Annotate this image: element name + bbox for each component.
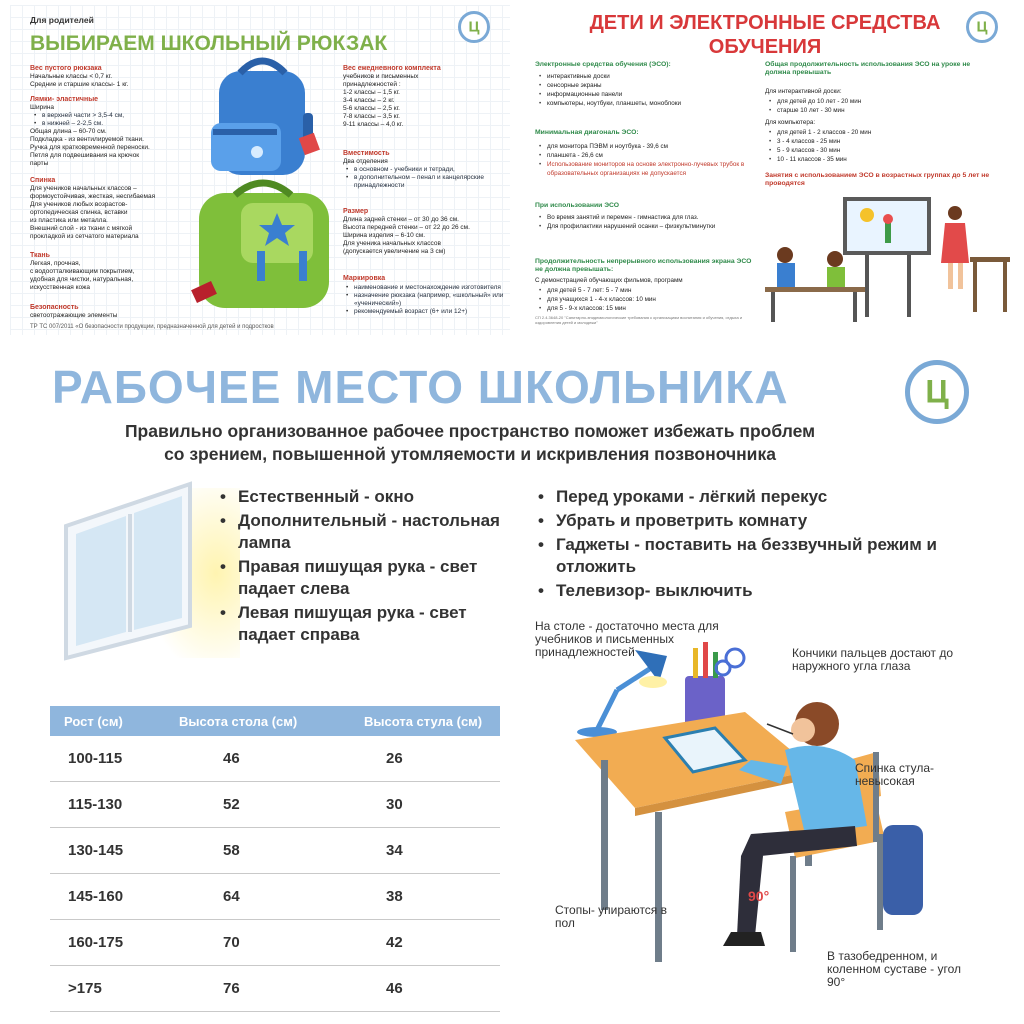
- cell: 30: [350, 782, 500, 828]
- continuous-list: [538, 286, 753, 313]
- list-item: • Дополнительный - настольная лампа: [218, 510, 518, 554]
- backpack-panel: [10, 5, 510, 335]
- subtitle-line-1: Правильно организованное рабочее пространство поможет избежать проблем: [124, 421, 816, 441]
- list-item: • интерактивные доски: [538, 72, 753, 81]
- capacity-text: Два отделения: [343, 158, 388, 165]
- devices-list: [538, 72, 753, 108]
- backpack-title: ВЫБИРАЕМ ШКОЛЬНЫЙ РЮКЗАК: [30, 32, 388, 55]
- total-head: Общая продолжительность использования ЭСО на уроке не должна превышать: [765, 61, 971, 76]
- backpack-illustration: [185, 53, 345, 333]
- list-item: • Телевизор- выключить: [536, 580, 1006, 602]
- list-item: • 3 - 4 классов - 25 мин: [768, 137, 968, 146]
- capacity-head: Вместимость: [343, 150, 390, 157]
- blue-backpack-icon: [211, 61, 320, 175]
- subtitle-line-2: со зрением, повышенной утомляемости и искривления позвоночника: [164, 444, 776, 464]
- continuous-head: Продолжительность непрерывного использования экрана ЭСО не должна превышать:: [535, 258, 752, 273]
- empty-weight-head: Вес пустого рюкзака: [30, 65, 102, 72]
- cell: 145-160: [50, 874, 165, 920]
- eso-title: ДЕТИ И ЭЛЕКТРОННЫЕ СРЕДСТВА ОБУЧЕНИЯ: [589, 12, 941, 58]
- list-item: • старше 10 лет - 30 мин: [768, 106, 968, 115]
- cell: 58: [165, 828, 350, 874]
- list-item: • для учащихся 1 - 4-х классов: 10 мин: [538, 295, 753, 304]
- marking-list: [346, 284, 506, 316]
- window-illustration: [40, 478, 240, 668]
- list-item: • в нижней – 2-2,5 см.: [34, 120, 204, 128]
- cell: 46: [165, 736, 350, 782]
- cell: 100-115: [50, 736, 165, 782]
- logo-icon: Ц: [905, 360, 969, 424]
- cell: 52: [165, 782, 350, 828]
- students-icon: [765, 247, 865, 322]
- workspace-subtitle: [40, 420, 900, 466]
- straps-head: Лямки- эластичные: [30, 96, 99, 103]
- daily-weight-text: учебников и письменных принадлежностей : 1-2 классы – 1,5 кг. 3-4 классы – 2 кг. 5-6 классы – 2,5 кг. 7-8 классы – 3,5 кг. 9-11 классы – 4,0 кг.: [343, 73, 419, 128]
- logo-icon: Ц: [458, 11, 490, 43]
- lighting-list: [218, 486, 518, 648]
- backpack-footer: ТР ТС 007/2011 «О безопасности продукции, предназначенной для детей и подростков: [30, 324, 274, 330]
- back-text: Для учеников начальных классов – формоустойчивая, жесткая, несгибаемая Для учеников любых возрастов- ортопедическая спинка, вставки из пластика или металла. Внешний слой - из ткани с мягкой прокладкой из сетчатого материала: [30, 185, 156, 240]
- list-item-warning: • Использование мониторов на основе электронно-лучевых трубок в образовательных организациях не допускается: [538, 160, 753, 178]
- cell: >175: [50, 966, 165, 1012]
- list-item: • Правая пишущая рука - свет падает слева: [218, 556, 518, 600]
- list-item: • рекомендуемый возраст (6+ или 12+): [346, 308, 506, 316]
- cell: 46: [350, 966, 500, 1012]
- list-item: • наименование и местонахождение изготовителя: [346, 284, 506, 292]
- table-row: [50, 782, 500, 828]
- list-item: • 10 - 11 классов - 35 мин: [768, 155, 968, 164]
- list-item: • для детей 5 - 7 лет: 5 - 7 мин: [538, 286, 753, 295]
- list-item: • Во время занятий и перемен - гимнастика для глаз.: [538, 213, 758, 222]
- backpack-icon: [883, 825, 923, 915]
- annotation-back: Спинка стула- невысокая: [855, 761, 935, 788]
- list-item: • Для профилактики нарушений осанки – физкультминутки: [538, 222, 758, 231]
- annotation-fingers: Кончики пальцев достают до наружного угла глаза: [792, 646, 954, 673]
- list-item: • в дополнительном – пенал и канцелярские принадлежности: [346, 174, 501, 190]
- list-item: • Перед уроками - лёгкий перекус: [536, 486, 1006, 508]
- straps-list: [34, 112, 204, 128]
- cell: 42: [350, 920, 500, 966]
- annotation-desk: На столе - достаточно места для учебников и письменных принадлежностей: [535, 619, 719, 659]
- table-row: [50, 920, 500, 966]
- cell: 38: [350, 874, 500, 920]
- table-header-row: [50, 706, 500, 736]
- annotation-angle: В тазобедренном, и коленном суставе - угол 90°: [827, 949, 961, 989]
- board-list: [768, 97, 968, 115]
- fabric-text: Легкая, прочная, с водоотталкивающим покрытием, удобная для чистки, натуральная, искусственная кожа: [30, 260, 135, 291]
- use-list: [538, 213, 758, 231]
- list-item: • Гаджеты - поставить на беззвучный режим и отложить: [536, 534, 1006, 578]
- list-item: • планшета - 26,6 см: [538, 151, 753, 160]
- green-backpack-icon: [191, 183, 329, 308]
- column-header: Высота стула (см): [350, 706, 500, 736]
- classroom-illustration: [765, 193, 1015, 333]
- use-head: При использовании ЭСО: [535, 202, 620, 209]
- cell: 70: [165, 920, 350, 966]
- cell: 130-145: [50, 828, 165, 874]
- empty-weight-text: Начальные классы < 0,7 кг. Средние и старшие классы- 1 кг.: [30, 73, 129, 88]
- cell: 160-175: [50, 920, 165, 966]
- furniture-height-table: [50, 706, 500, 1012]
- eso-panel: [520, 5, 1020, 335]
- list-item: • сенсорные экраны: [538, 81, 753, 90]
- cell: 76: [165, 966, 350, 1012]
- column-header: Высота стола (см): [165, 706, 350, 736]
- list-item: • компьютеры, ноутбуки, планшеты, моноблоки: [538, 99, 753, 108]
- devices-head: Электронные средства обучения (ЭСО):: [535, 61, 671, 68]
- straps-more: Общая длина – 60-70 см. Подкладка - из вентилируемой ткани. Ручка для кратковременной переноски. Петля для подвешивания на крючок парты: [30, 128, 150, 167]
- tips-list: [536, 486, 1006, 604]
- list-item: • для 5 - 9-х классов: 15 мин: [538, 304, 753, 313]
- table-row: [50, 966, 500, 1012]
- age-note: Занятия с использованием ЭСО в возрастных группах до 5 лет не проводятся: [765, 172, 990, 187]
- angle-label: 90°: [748, 888, 770, 904]
- straps-width: Ширина: [30, 104, 55, 111]
- list-item: • для монитора ПЭВМ и ноутбука - 39,6 см: [538, 142, 753, 151]
- pc-label: Для компьютера:: [765, 119, 816, 126]
- pc-list: [768, 128, 968, 164]
- list-item: • Естественный - окно: [218, 486, 518, 508]
- list-item: • в верхней части > 3,5-4 см,: [34, 112, 204, 120]
- cell: 64: [165, 874, 350, 920]
- marking-head: Маркировка: [343, 275, 386, 282]
- capacity-list: [346, 166, 501, 190]
- daily-weight-head: Вес ежедневного комплекта: [343, 65, 441, 72]
- logo-icon: Ц: [966, 11, 998, 43]
- annotation-feet: Стопы- упираются в пол: [555, 903, 668, 930]
- fabric-head: Ткань: [30, 252, 50, 259]
- size-text: Длина задней стенки – от 30 до 36 см. Высота передней стенки – от 22 до 26 см. Ширина изделия – 6-10 см. Для ученика начальных классов (допускается увеличение на 3 см): [343, 216, 470, 255]
- cell: 115-130: [50, 782, 165, 828]
- teacher-icon: [941, 206, 969, 289]
- list-item: • в основном - учебники и тетради,: [346, 166, 501, 174]
- column-header: Рост (см): [50, 706, 165, 736]
- parents-tag: Для родителей: [30, 15, 94, 25]
- footnote: СП 2.4.3648-20 "Санитарно-эпидемиологические требования к организациям воспитания и обучения, отдыха и оздоровления детей и молодежи": [535, 315, 743, 325]
- diag-list: [538, 142, 753, 178]
- workspace-title: РАБОЧЕЕ МЕСТО ШКОЛЬНИКА: [52, 361, 789, 413]
- list-item: • Левая пишущая рука - свет падает справа: [218, 602, 518, 646]
- back-head: Спинка: [30, 177, 56, 184]
- cell: 26: [350, 736, 500, 782]
- size-head: Размер: [343, 208, 369, 215]
- table-row: [50, 736, 500, 782]
- list-item: • Убрать и проветрить комнату: [536, 510, 1006, 532]
- diag-head: Минимальная диагональ ЭСО:: [535, 129, 639, 136]
- continuous-intro: С демонстрацией обучающих фильмов, программ: [535, 277, 683, 284]
- list-item: • 5 - 9 классов - 30 мин: [768, 146, 968, 155]
- safety-head: Безопасность: [30, 304, 79, 311]
- list-item: • для детей 1 - 2 классов - 20 мин: [768, 128, 968, 137]
- desk-lamp-icon: [577, 650, 667, 737]
- table-row: [50, 874, 500, 920]
- cell: 34: [350, 828, 500, 874]
- list-item: • для детей до 10 лет - 20 мин: [768, 97, 968, 106]
- safety-text: светоотражающие элементы: [30, 312, 118, 319]
- board-label: Для интерактивной доски:: [765, 88, 842, 95]
- list-item: • назначение рюкзака (например, «школьный» или «ученический»): [346, 292, 506, 308]
- list-item: • информационные панели: [538, 90, 753, 99]
- table-row: [50, 828, 500, 874]
